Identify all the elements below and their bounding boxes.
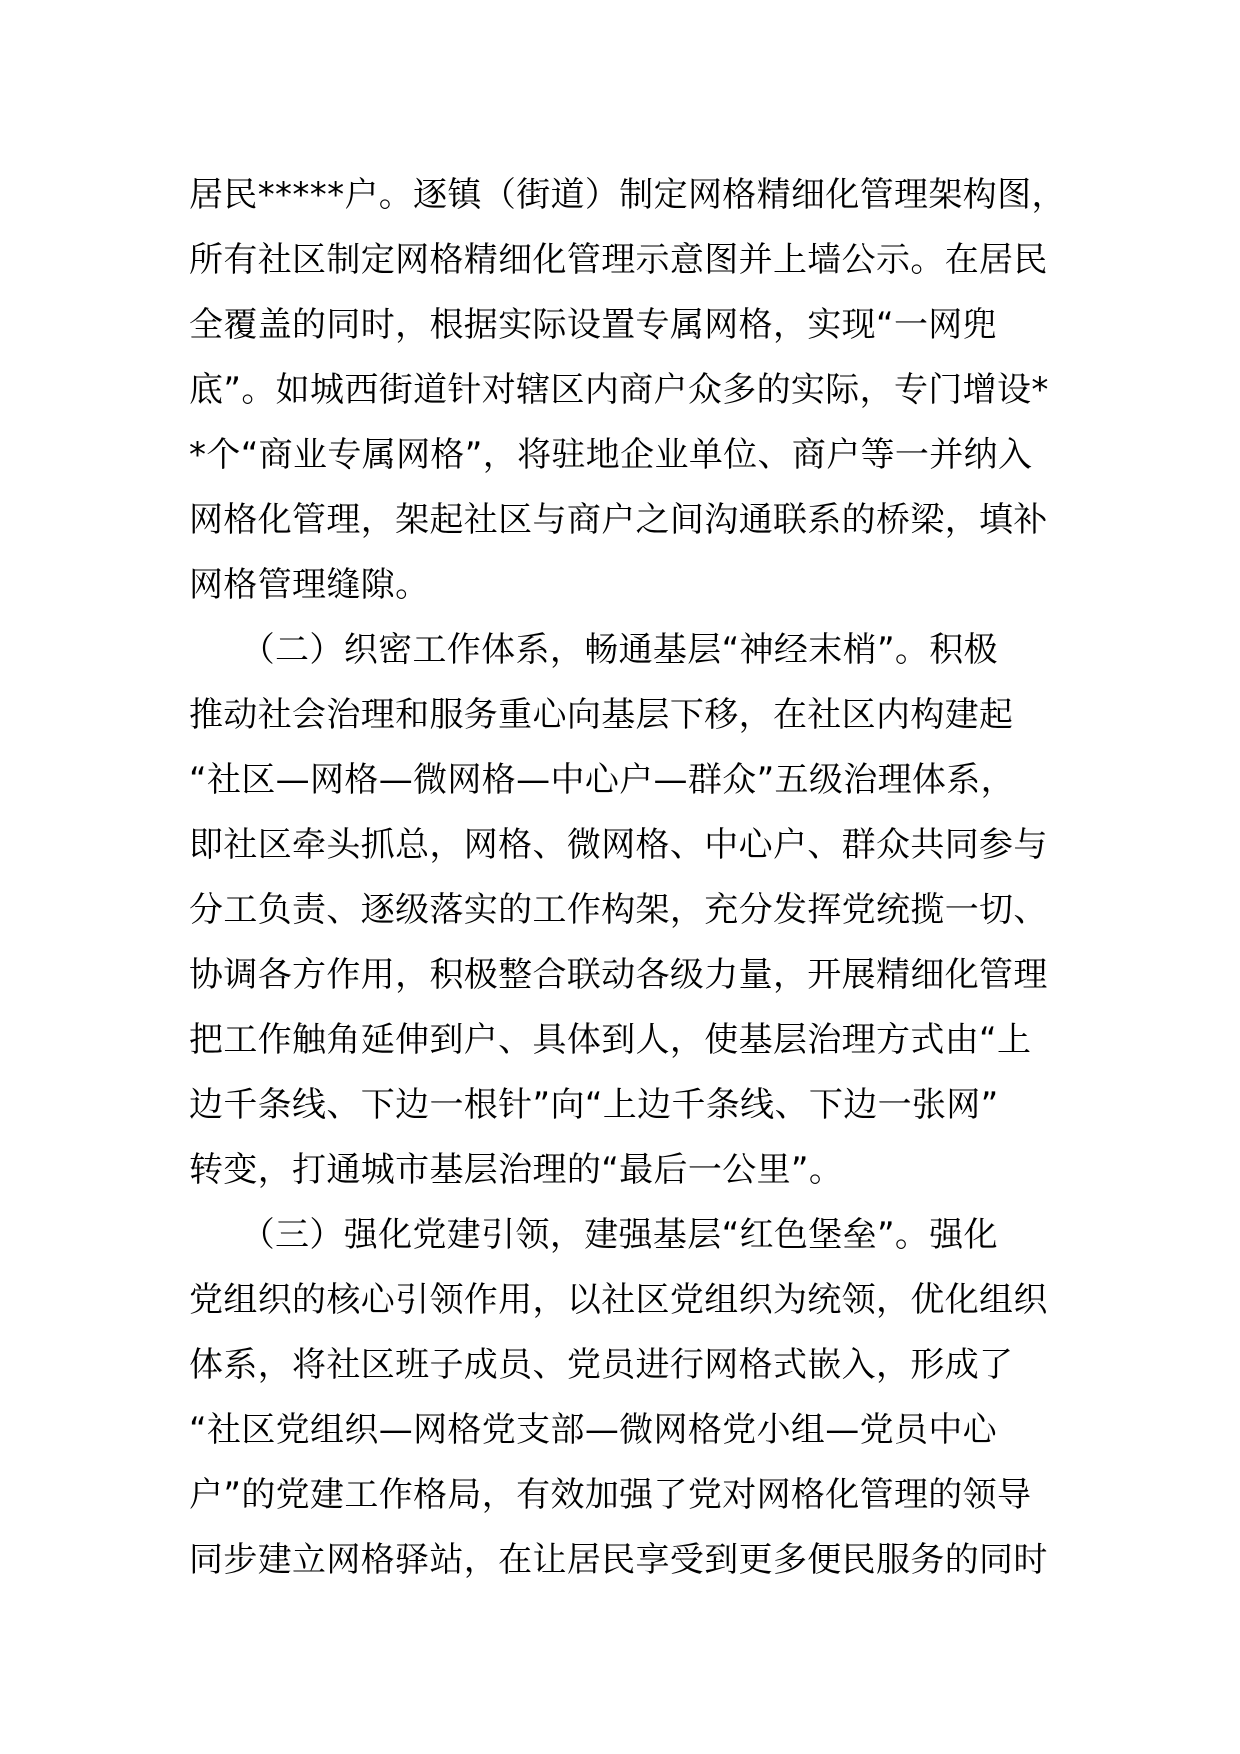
text-line: “社区—网格—微网格—中心户—群众”五级治理体系， (189, 760, 1015, 800)
text-line: 网格管理缝隙。 (189, 565, 430, 605)
text-line: “社区党组织—网格党支部—微网格党小组—党员中心 (189, 1410, 998, 1450)
text-line: 网格化管理，架起社区与商户之间沟通联系的桥梁，填补 (189, 500, 1048, 540)
text-line: 体系，将社区班子成员、党员进行网格式嵌入，形成了 (189, 1345, 1014, 1385)
text-line: 把工作触角延伸到户、具体到人，使基层治理方式由“上 (189, 1020, 1032, 1060)
text-line: 协调各方作用，积极整合联动各级力量，开展精细化管理 (189, 955, 1048, 995)
paragraph-heading-line: （二）织密工作体系，畅通基层“神经末梢”。积极 (189, 630, 998, 670)
text-line: *个“商业专属网格”，将驻地企业单位、商户等一并纳入 (189, 435, 1033, 475)
text-line: 全覆盖的同时，根据实际设置专属网格，实现“一网兜 (189, 305, 998, 345)
text-line: 分工负责、逐级落实的工作构架，充分发挥党统揽一切、 (189, 890, 1048, 930)
text-line: 转变，打通城市基层治理的“最后一公里”。 (189, 1150, 844, 1190)
text-line: 即社区牵头抓总，网格、微网格、中心户、群众共同参与 (189, 825, 1048, 865)
text-line: 边千条线、下边一根针”向“上边千条线、下边一张网” (189, 1085, 999, 1125)
paragraph-heading-line: （三）强化党建引领，建强基层“红色堡垒”。强化 (189, 1215, 998, 1255)
text-line: 推动社会治理和服务重心向基层下移，在社区内构建起 (189, 695, 1014, 735)
text-line: 户”的党建工作格局，有效加强了党对网格化管理的领导 (189, 1475, 1032, 1515)
text-line: 底”。如城西街道针对辖区内商户众多的实际，专门增设* (189, 370, 1049, 410)
text-line: 所有社区制定网格精细化管理示意图并上墙公示。在居民 (189, 240, 1048, 280)
text-line: 党组织的核心引领作用，以社区党组织为统领，优化组织 (189, 1280, 1048, 1320)
text-line: 同步建立网格驿站，在让居民享受到更多便民服务的同时 (189, 1540, 1048, 1580)
body-text (189, 163, 1066, 1593)
text-line: 居民*****户。逐镇（街道）制定网格精细化管理架构图， (189, 175, 1066, 215)
